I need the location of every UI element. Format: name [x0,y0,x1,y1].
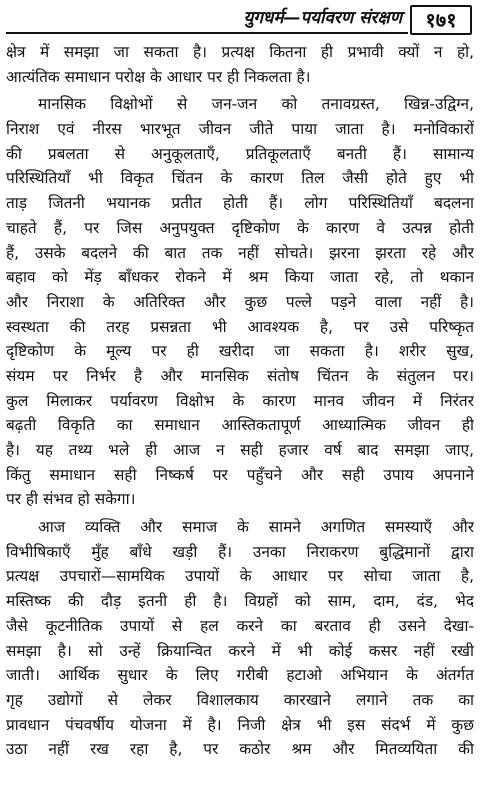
text-line: आत्यंतिक समाधान परोक्ष के आधार पर ही निकलता है। [6,67,311,86]
text-line: स्वस्थता की तरह प्रसन्नता भी आवश्यक है, पर उसे परिष्कृत [6,317,474,336]
text-line: जाती। आर्थिक सुधार के लिए गरीबी हटाओ अभियान के अंतर्गत [6,666,474,685]
text-line: किंतु समाधान सही निष्कर्ष पर पहुँचने और सही उपाय अपनाने [6,465,474,484]
text-line: निराश एवं नीरस भारभूत जीवन जीते पाया जाता है। मनोविकारों [6,120,474,139]
paragraph [6,40,474,89]
text-line: बढ़ती विकृति का समाधान आस्तिकतापूर्ण आध्यात्मिक जीवन ही [6,416,474,435]
text-line: मानसिक विक्षोभों से जन-जन को तनावग्रस्त, खिन्न-उद्विग्न, [38,95,474,114]
page-header [6,5,478,37]
text-line: संयम पर निर्भर है और मानसिक संतोष चिंतन के संतुलन पर। [6,366,474,385]
text-line: गृह उद्योगों से लेकर विशालकाय कारखाने लगाने तक का [6,690,474,709]
text-line: हैं, उसके बदलने की बात तक नहीं सोचते। झरना झरता रहे और [6,243,474,262]
text-line: समझा है। सो उन्हें क्रियान्वित करने में भी कोई कसर नहीं रखी [6,641,474,660]
text-line: और निराशा के अतिरिक्त और कुछ पल्ले पड़ने वाला नहीं है। [6,292,474,311]
body-text [6,40,474,762]
text-line: परिस्थितियाँ भी विकृत चिंतन के कारण तिल जैसी होते हुए भी [6,169,474,188]
text-line: पर ही संभव हो सकेगा। [6,490,136,509]
text-line: क्षेत्र में समझा जा सकता है। प्रत्यक्ष कितना ही प्रभावी क्यों न हो, [6,43,474,61]
text-line: चाहते हैं, पर जिस अनुपयुक्त दृष्टिकोण के कारण वे उत्पन्न होती [6,218,474,237]
text-line: आज व्यक्ति और समाज के सामने अगणित समस्याएँ और [38,518,474,537]
running-title: युगधर्म—पर्यावरण संरक्षण [243,8,402,28]
paragraph [6,515,474,762]
paragraph [6,92,474,512]
text-line: जैसे कूटनीतिक उपायों से हल करने का बरताव ही उसने देखा- [6,616,474,635]
text-line: प्रावधान पंचवर्षीय योजना में है। निजी क्षेत्र भी इस संदर्भ में कुछ [6,715,474,734]
text-line: दृष्टिकोण के मूल्य पर ही खरीदा जा सकता है। शरीर सुख, [6,342,474,361]
text-line: की प्रबलता से अनुकूलताएँ, प्रतिकूलताएँ बनती हैं। सामान्य [6,144,474,163]
text-line: प्रत्यक्ष उपचारों—सामयिक उपायों के आधार पर सोचा जाता है, [6,567,474,586]
text-line: मस्तिष्क की दौड़ इतनी ही है। विग्रहों को साम, दाम, दंड, भेद [6,592,474,611]
page-number-box: १७१ [410,5,472,35]
text-line: उठा नहीं रख रहा है, पर कठोर श्रम और मितव्ययिता की [6,740,474,759]
text-line: विभीषिकाएँ मुँह बाँधे खड़ी हैं। उनका निराकरण बुद्धिमानों द्वारा [6,542,474,561]
text-line: बहाव को मेंड़ बाँधकर रोकने में श्रम किया जाता रहे, तो थकान [6,268,474,287]
text-line: है। यह तथ्य भले ही आज न सही हजार वर्ष बाद समझा जाए, [6,441,474,459]
text-line: ताड़ जितनी भयानक प्रतीत होती हैं। लोग परिस्थितियाँ बदलना [6,194,474,213]
header-rule [6,32,408,34]
text-line: कुल मिलाकर पर्यावरण विक्षोभ के कारण मानव जीवन में निरंतर [6,391,474,410]
